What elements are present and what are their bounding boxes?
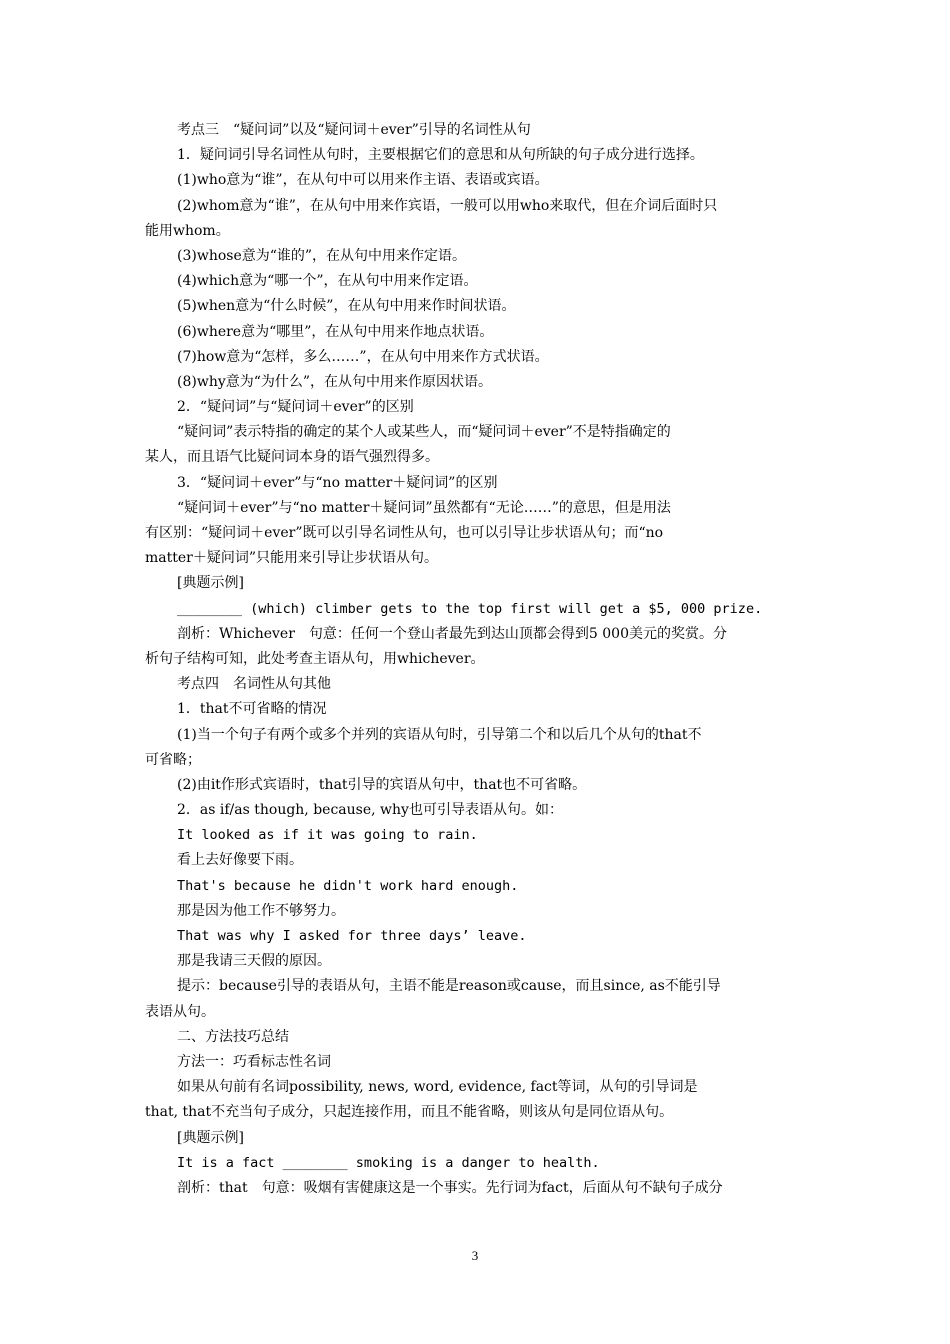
text-line: “疑问词＋ever”与“no matter＋疑问词”虽然都有“无论……”的意思，但是用法 (177, 499, 671, 516)
text-line: 2．as if/as though, because, why也可引导表语从句。如： (177, 802, 563, 819)
text-line: 考点四 名词性从句其他 (177, 676, 331, 693)
text-line: 提示：because引导的表语从句，主语不能是reason或cause，而且since, as不能引导 (177, 978, 721, 995)
text-line: [典题示例] (177, 575, 244, 592)
text-line: (1)当一个句子有两个或多个并列的宾语从句时，引导第二个和以后几个从句的that不 (177, 726, 702, 743)
text-line: 某人，而且语气比疑问词本身的语气强烈得多。 (145, 449, 439, 466)
text-line: 有区别：“疑问词＋ever”既可以引导名词性从句，也可以引导让步状语从句；而“no (145, 525, 664, 541)
text-line: 考点三 “疑问词”以及“疑问词＋ever”引导的名词性从句 (177, 122, 531, 138)
text-line: It is a fact ________ smoking is a danger to health. (177, 1154, 600, 1171)
text-line: (4)which意为“哪一个”，在从句中用来作定语。 (177, 273, 478, 290)
text-line: (2)whom意为“谁”，在从句中用来作宾语，一般可以用who来取代，但在介词后面时只 (177, 197, 718, 214)
text-line: 二、方法技巧总结 (177, 1028, 289, 1045)
text-line: 看上去好像要下雨。 (177, 852, 303, 869)
text-line: 析句子结构可知，此处考查主语从句，用whichever。 (145, 650, 485, 667)
text-line: 1．疑问词引导名词性从句时，主要根据它们的意思和从句所缺的句子成分进行选择。 (177, 147, 704, 164)
text-line: that, that不充当句子成分，只起连接作用，而且不能省略，则该从句是同位语从句。 (145, 1104, 674, 1121)
text-line: (8)why意为“为什么”，在从句中用来作原因状语。 (177, 373, 493, 390)
document-body (145, 118, 809, 1201)
text-line: 那是我请三天假的原因。 (177, 953, 331, 970)
text-line: That's because he didn't work hard enough. (177, 877, 519, 894)
text-line: “疑问词”表示特指的确定的某个人或某些人，而“疑问词＋ever”不是特指确定的 (177, 424, 671, 441)
text-line: (1)who意为“谁”，在从句中可以用来作主语、表语或宾语。 (177, 172, 549, 189)
text-line: 剖析：Whichever 句意：任何一个登山者最先到达山顶都会得到5 000美元的奖赏。分 (177, 625, 727, 642)
text-line: 如果从句前有名词possibility, news, word, evidence, fact等词，从句的引导词是 (177, 1079, 698, 1096)
page-number: 3 (471, 1248, 479, 1263)
text-line: 方法一：巧看标志性名词 (177, 1053, 331, 1070)
text-line: It looked as if it was going to rain. (177, 827, 478, 844)
text-line: (7)how意为“怎样，多么……”，在从句中用来作方式状语。 (177, 348, 549, 365)
text-line: (6)where意为“哪里”，在从句中用来作地点状语。 (177, 323, 494, 340)
text-line: 可省略； (145, 751, 201, 768)
text-line: (5)when意为“什么时候”，在从句中用来作时间状语。 (177, 298, 516, 315)
text-line: 3．“疑问词＋ever”与“no matter＋疑问词”的区别 (177, 474, 498, 491)
text-line: 那是因为他工作不够努力。 (177, 902, 345, 919)
text-line: That was why I asked for three days’ leave. (177, 928, 527, 944)
text-line: 能用whom。 (145, 222, 230, 239)
text-line: 剖析：that 句意：吸烟有害健康这是一个事实。先行词为fact，后面从句不缺句子成分 (177, 1179, 723, 1196)
text-line: 表语从句。 (145, 1003, 215, 1020)
text-line: matter＋疑问词”只能用来引导让步状语从句。 (145, 550, 439, 567)
text-line: [典题示例] (177, 1129, 244, 1146)
text-line: 2．“疑问词”与“疑问词＋ever”的区别 (177, 399, 414, 416)
text-line: (3)whose意为“谁的”，在从句中用来作定语。 (177, 247, 467, 264)
text-line: (2)由it作形式宾语时，that引导的宾语从句中，that也不可省略。 (177, 776, 587, 793)
text-line: ________ (which) climber gets to the top first will get a $5, 000 prize. (177, 600, 763, 617)
text-line: 1．that不可省略的情况 (177, 701, 327, 718)
